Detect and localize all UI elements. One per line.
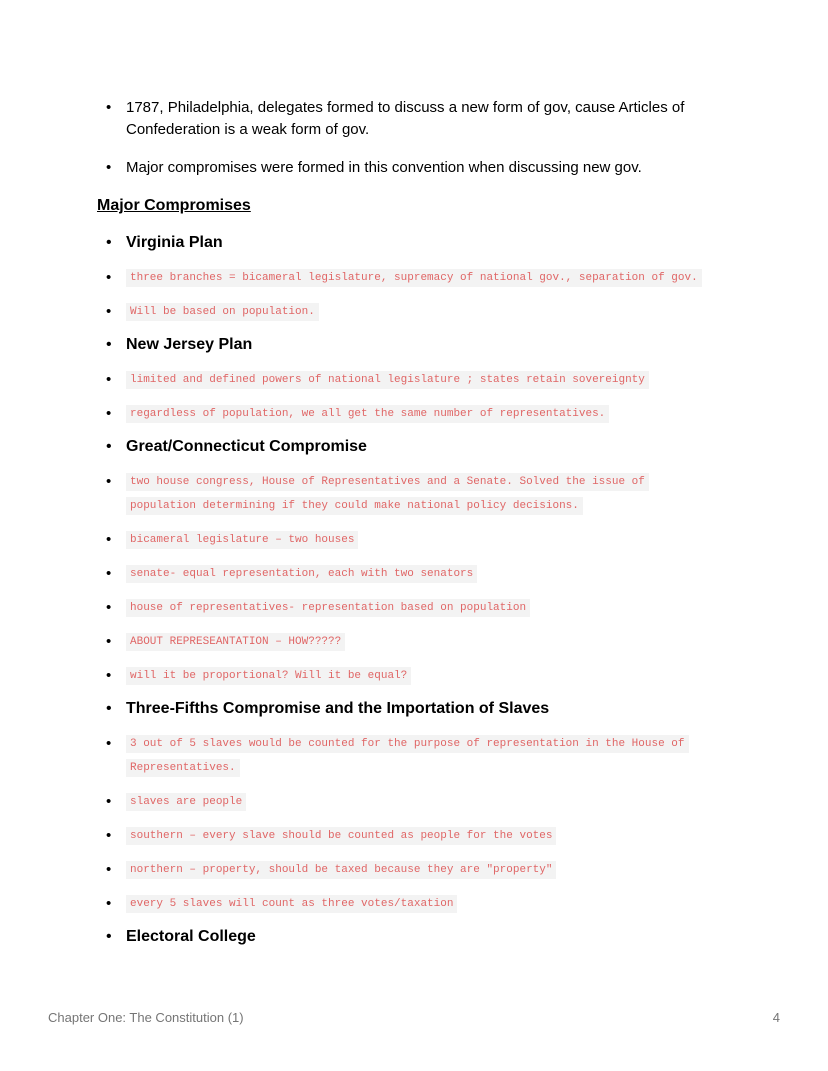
note-text: will it be proportional? Will it be equal? <box>126 667 411 685</box>
note-item <box>97 858 716 882</box>
plan-title-virginia: • Virginia Plan <box>97 232 716 254</box>
note-text: two house congress, House of Representatives and a Senate. Solved the issue of population determining if they could make national policy decisions. <box>126 473 649 515</box>
note-item <box>97 402 716 426</box>
document-content <box>97 97 716 960</box>
intro-bullet-list <box>97 97 716 179</box>
note-item <box>97 528 716 552</box>
intro-bullet: • Major compromises were formed in this convention when discussing new gov. <box>97 157 716 179</box>
note-text: senate- equal representation, each with two senators <box>126 565 477 583</box>
note-item <box>97 732 716 780</box>
note-item <box>97 300 716 324</box>
note-text: every 5 slaves will count as three votes/taxation <box>126 895 457 913</box>
page-footer <box>48 1010 780 1025</box>
note-item <box>97 892 716 916</box>
compromises-list <box>97 232 716 948</box>
note-text: regardless of population, we all get the same number of representatives. <box>126 405 609 423</box>
note-item <box>97 470 716 518</box>
note-item <box>97 790 716 814</box>
note-text: house of representatives- representation based on population <box>126 599 530 617</box>
note-text: bicameral legislature – two houses <box>126 531 358 549</box>
note-item <box>97 596 716 620</box>
intro-bullet: • 1787, Philadelphia, delegates formed to discuss a new form of gov, cause Articles of Confederation is a weak form of gov. <box>97 97 716 141</box>
plan-title-new-jersey: • New Jersey Plan <box>97 334 716 356</box>
note-text: three branches = bicameral legislature, supremacy of national gov., separation of gov. <box>126 269 702 287</box>
note-item <box>97 562 716 586</box>
plan-title-three-fifths: • Three-Fifths Compromise and the Importation of Slaves <box>97 698 716 720</box>
plan-title-great-connecticut: • Great/Connecticut Compromise <box>97 436 716 458</box>
note-text: limited and defined powers of national legislature ; states retain sovereignty <box>126 371 649 389</box>
note-text: southern – every slave should be counted as people for the votes <box>126 827 556 845</box>
note-text: ABOUT REPRESEANTATION – HOW????? <box>126 633 345 651</box>
section-heading: Major Compromises <box>97 197 251 214</box>
note-item <box>97 630 716 654</box>
footer-title: Chapter One: The Constitution (1) <box>48 1010 244 1025</box>
note-text: Will be based on population. <box>126 303 319 321</box>
note-text: slaves are people <box>126 793 246 811</box>
page-number: 4 <box>772 1010 780 1025</box>
plan-title-electoral-college: • Electoral College <box>97 926 716 948</box>
note-text: northern – property, should be taxed because they are "property" <box>126 861 556 879</box>
note-item <box>97 266 716 290</box>
note-item <box>97 824 716 848</box>
note-text: 3 out of 5 slaves would be counted for the purpose of representation in the House of Representatives. <box>126 735 689 777</box>
note-item <box>97 368 716 392</box>
note-item <box>97 664 716 688</box>
